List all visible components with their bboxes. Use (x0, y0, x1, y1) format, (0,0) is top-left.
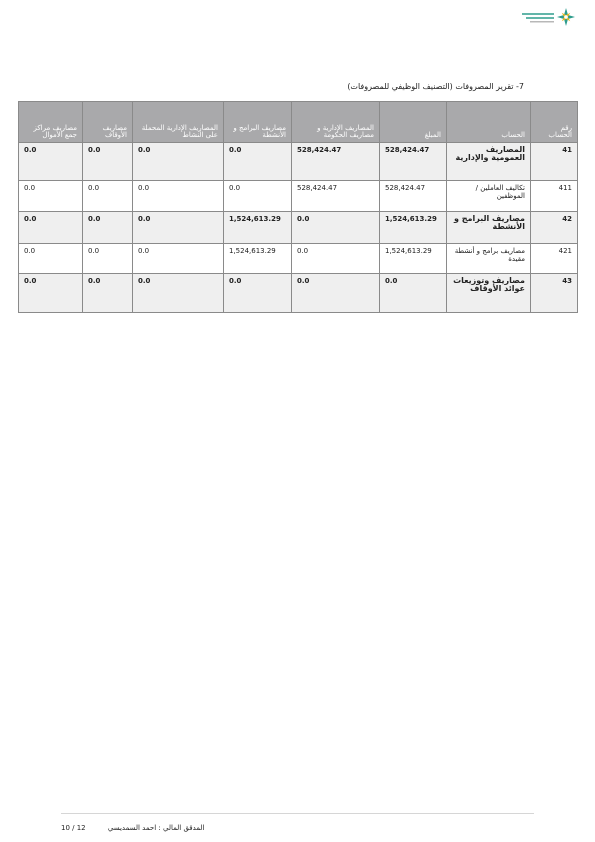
admin-on-activity-cell: 0.0 (133, 274, 224, 313)
programs-cell: 0.0 (224, 181, 292, 212)
fundraising-cell: 0.0 (19, 181, 83, 212)
account-no-cell: 421 (531, 244, 578, 274)
header-admin-on-activity: المصاريف الإدارية المحملة على النشاط (133, 102, 224, 143)
endowments-cell: 0.0 (83, 244, 133, 274)
header-account-no: رقم الحساب (531, 102, 578, 143)
admin-cell: 528,424.47 (292, 181, 380, 212)
admin-cell: 0.0 (292, 212, 380, 244)
account-cell: تكاليف العاملين / الموظفين (447, 181, 531, 212)
programs-cell: 0.0 (224, 274, 292, 313)
account-no-cell: 43 (531, 274, 578, 313)
account-no-cell: 42 (531, 212, 578, 244)
table-row (19, 212, 578, 244)
admin-on-activity-cell: 0.0 (133, 181, 224, 212)
account-cell: مصاريف البرامج و الأنشطة (447, 212, 531, 244)
admin-on-activity-cell: 0.0 (133, 143, 224, 181)
programs-cell: 0.0 (224, 143, 292, 181)
table-row (19, 244, 578, 274)
ministry-logo (516, 6, 578, 28)
programs-cell: 1,524,613.29 (224, 244, 292, 274)
fundraising-cell: 0.0 (19, 244, 83, 274)
admin-cell: 528,424.47 (292, 143, 380, 181)
endowments-cell: 0.0 (83, 212, 133, 244)
amount-cell: 528,424.47 (380, 181, 447, 212)
header-program-expenses: مصاريف البرامج و الأنشطة (224, 102, 292, 143)
table-row (19, 143, 578, 181)
admin-cell: 0.0 (292, 244, 380, 274)
endowments-cell: 0.0 (83, 143, 133, 181)
amount-cell: 0.0 (380, 274, 447, 313)
admin-cell: 0.0 (292, 274, 380, 313)
header-account: الحساب (447, 102, 531, 143)
fundraising-cell: 0.0 (19, 274, 83, 313)
header-admin-expenses: المصاريف الإدارية و مصاريف الحكومة (292, 102, 380, 143)
endowments-cell: 0.0 (83, 181, 133, 212)
account-cell: مصاريف برامج و أنشطة مقيدة (447, 244, 531, 274)
admin-on-activity-cell: 0.0 (133, 212, 224, 244)
amount-cell: 1,524,613.29 (380, 212, 447, 244)
table-header-row (19, 102, 578, 143)
header-amount: المبلغ (380, 102, 447, 143)
header-endowment-expenses: مصاريف الأوقاف (83, 102, 133, 143)
admin-on-activity-cell: 0.0 (133, 244, 224, 274)
endowments-cell: 0.0 (83, 274, 133, 313)
fundraising-cell: 0.0 (19, 212, 83, 244)
header-fundraising-expenses: مصاريف مراكز جمع الأموال (19, 102, 83, 143)
footer-auditor: المدقق المالي : احمد السمديسي (107, 824, 205, 832)
account-no-cell: 411 (531, 181, 578, 212)
table-row (19, 274, 578, 313)
programs-cell: 1,524,613.29 (224, 212, 292, 244)
account-no-cell: 41 (531, 143, 578, 181)
amount-cell: 528,424.47 (380, 143, 447, 181)
page-number: 10 / 12 (61, 824, 86, 832)
page-footer (61, 824, 211, 832)
fundraising-cell: 0.0 (19, 143, 83, 181)
expenses-table (18, 101, 578, 313)
account-cell: مصاريف وتوزيعات عوائد الأوقاف (447, 274, 531, 313)
account-cell: المصاريف العمومية والإدارية (447, 143, 531, 181)
footer-divider (61, 813, 534, 814)
table-row (19, 181, 578, 212)
section-title: 7- تقرير المصروفات (التصنيف الوظيفي للمصروفات) (347, 82, 524, 91)
amount-cell: 1,524,613.29 (380, 244, 447, 274)
